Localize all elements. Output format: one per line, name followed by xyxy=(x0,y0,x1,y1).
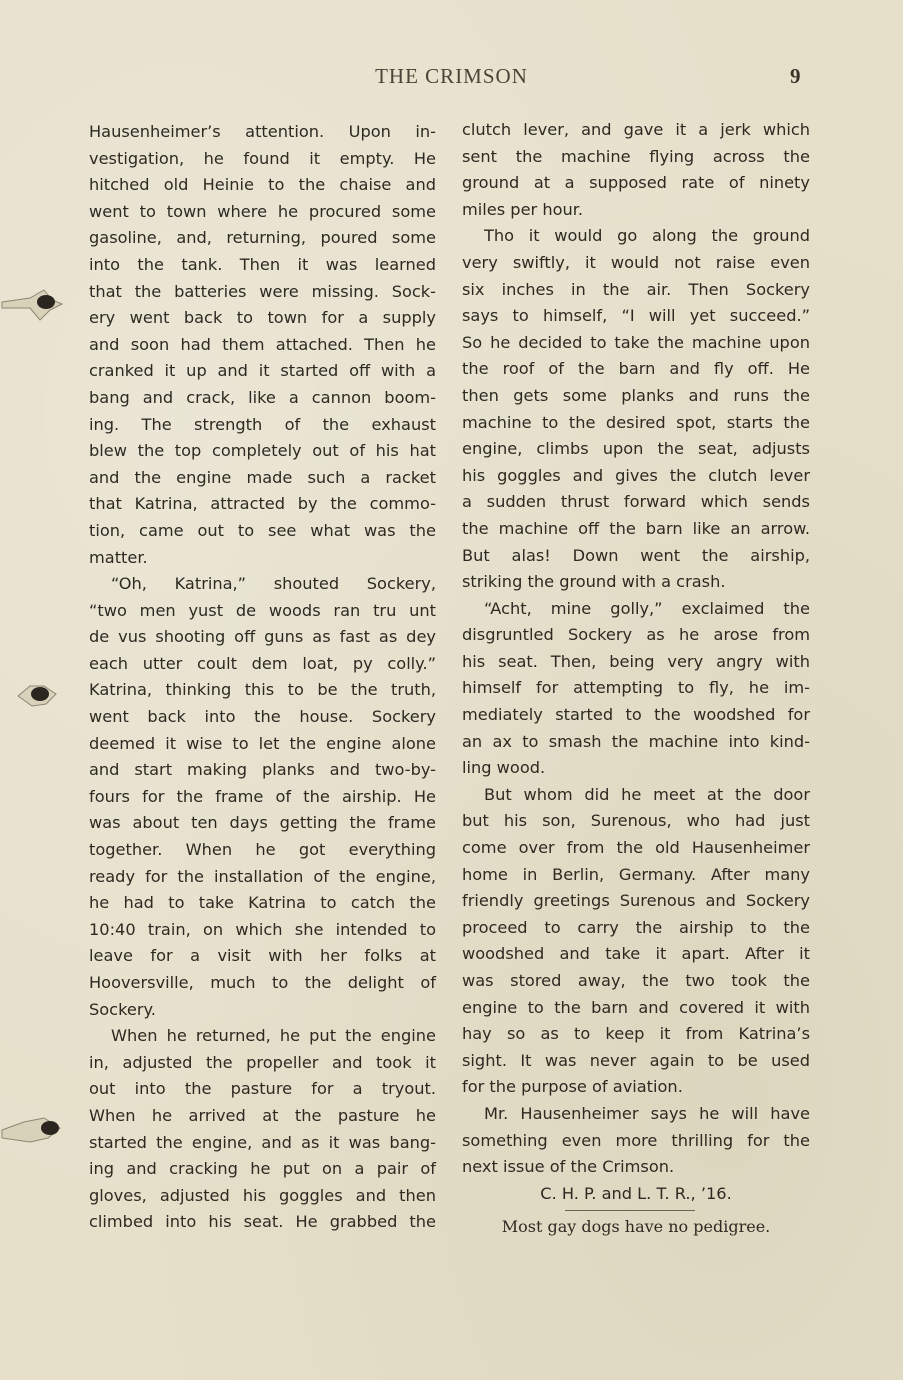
text-line: himself for attempting to fly, he im- xyxy=(462,678,810,698)
text-line: and soon had them attached. Then he xyxy=(89,334,436,354)
text-line: very swiftly, it would not raise even xyxy=(462,252,810,272)
signature-rule xyxy=(565,1210,695,1211)
text-line: “Acht, mine golly,” exclaimed the xyxy=(484,598,810,618)
text-line: de vus shooting off guns as fast as dey xyxy=(89,627,436,647)
text-line: Mr. Hausenheimer says he will have xyxy=(484,1103,810,1123)
text-line: Tho it would go along the ground xyxy=(484,226,810,246)
binding-hole-top xyxy=(0,280,70,330)
binding-hole-bottom xyxy=(0,1106,70,1156)
text-line: then gets some planks and runs the xyxy=(462,385,810,405)
filler-quip: Most gay dogs have no pedigree. xyxy=(501,1217,771,1236)
text-line: engine, climbs upon the seat, adjusts xyxy=(462,439,810,459)
page-number: 9 xyxy=(790,64,801,88)
text-line: cranked it up and it started off with a xyxy=(89,361,436,381)
text-line: vestigation, he found it empty. He xyxy=(89,148,436,168)
text-line: clutch lever, and gave it a jerk which xyxy=(462,120,810,139)
text-line: six inches in the air. Then Sockery xyxy=(462,279,810,299)
text-line: a sudden thrust forward which sends xyxy=(462,492,810,512)
text-line: hay so as to keep it from Katrina’s xyxy=(462,1024,810,1044)
text-line: Katrina, thinking this to be the truth, xyxy=(89,680,436,700)
text-line: climbed into his seat. He grabbed the xyxy=(89,1212,436,1232)
left-text-column xyxy=(89,119,436,1236)
text-line: proceed to carry the airship to the xyxy=(462,917,810,937)
text-line: but his son, Surenous, who had just xyxy=(462,811,810,831)
text-line: matter. xyxy=(89,547,148,567)
text-line: was stored away, the two took the xyxy=(462,971,810,990)
text-line: leave for a visit with her folks at xyxy=(89,946,436,966)
text-line: Sockery. xyxy=(89,999,156,1019)
text-line: striking the ground with a crash. xyxy=(462,572,726,592)
text-line: woodshed and take it apart. After it xyxy=(462,944,810,964)
text-line: gasoline, and, returning, poured some xyxy=(89,228,436,248)
text-line: and the engine made such a racket xyxy=(89,467,436,487)
text-line: that the batteries were missing. Sock- xyxy=(89,281,436,301)
text-line: that Katrina, attracted by the commo- xyxy=(89,494,436,514)
text-line: the roof of the barn and fly off. He xyxy=(462,359,810,379)
text-line: ery went back to town for a supply xyxy=(89,308,436,328)
text-line: sight. It was never again to be used xyxy=(462,1050,810,1070)
text-line: blew the top completely out of his hat xyxy=(89,441,436,461)
text-line: friendly greetings Surenous and Sockery xyxy=(462,891,810,911)
text-line: 10:40 train, on which she intended to xyxy=(89,919,436,939)
text-line: bang and crack, like a cannon boom- xyxy=(89,387,436,407)
text-line: something even more thrilling for the xyxy=(462,1130,810,1150)
text-line: engine to the barn and covered it with xyxy=(462,997,810,1017)
text-line: ling wood. xyxy=(462,758,546,778)
text-line: in, adjusted the propeller and took it xyxy=(89,1052,436,1072)
text-line: went back into the house. Sockery xyxy=(89,707,436,727)
text-line: So he decided to take the machine upon xyxy=(462,332,810,352)
text-line: Hausenheimer’s attention. Upon in- xyxy=(89,122,436,141)
text-line: the machine off the barn like an arrow. xyxy=(462,518,810,538)
text-line: sent the machine flying across the xyxy=(462,146,810,166)
text-line: he had to take Katrina to catch the xyxy=(89,893,436,913)
text-line: ground at a supposed rate of ninety xyxy=(462,173,810,193)
text-line: But whom did he meet at the door xyxy=(484,784,810,804)
right-text-column xyxy=(462,117,810,1207)
text-line: his seat. Then, being very angry with xyxy=(462,651,810,671)
text-line: together. When he got everything xyxy=(89,840,436,860)
text-line: went to town where he procured some xyxy=(89,201,436,221)
text-line: home in Berlin, Germany. After many xyxy=(462,864,810,884)
text-line: an ax to smash the machine into kind- xyxy=(462,731,810,751)
running-head: THE CRIMSON xyxy=(375,64,528,88)
text-line: “Oh, Katrina,” shouted Sockery, xyxy=(111,574,436,594)
text-line: ing. The strength of the exhaust xyxy=(89,414,436,434)
text-line: When he returned, he put the engine xyxy=(111,1026,436,1046)
text-line: was about ten days getting the frame xyxy=(89,813,436,833)
text-line: deemed it wise to let the engine alone xyxy=(89,733,436,753)
text-line: come over from the old Hausenheimer xyxy=(462,838,810,858)
text-line: and start making planks and two-by- xyxy=(89,760,436,780)
text-line: “two men yust de woods ran tru unt xyxy=(89,600,436,620)
text-line: ing and cracking he put on a pair of xyxy=(89,1159,436,1179)
text-line: for the purpose of aviation. xyxy=(462,1077,683,1097)
text-line: each utter coult dem loat, py colly.” xyxy=(89,653,436,673)
text-line: his goggles and gives the clutch lever xyxy=(462,465,810,485)
text-line: gloves, adjusted his goggles and then xyxy=(89,1185,436,1205)
text-line: When he arrived at the pasture he xyxy=(89,1105,436,1125)
text-line: miles per hour. xyxy=(462,199,584,219)
text-line: But alas! Down went the airship, xyxy=(462,545,810,565)
text-line: started the engine, and as it was bang- xyxy=(89,1132,436,1152)
text-line: ready for the installation of the engine, xyxy=(89,866,436,886)
text-line: fours for the frame of the airship. He xyxy=(89,786,436,806)
text-line: Hooversville, much to the delight of xyxy=(89,973,436,992)
text-line: hitched old Heinie to the chaise and xyxy=(89,175,436,195)
text-line: machine to the desired spot, starts the xyxy=(462,412,810,432)
text-line: mediately started to the woodshed for xyxy=(462,705,810,725)
text-line: C. H. P. and L. T. R., ’16. xyxy=(540,1183,732,1203)
text-line: tion, came out to see what was the xyxy=(89,520,436,540)
text-line: disgruntled Sockery as he arose from xyxy=(462,625,810,645)
text-line: out into the pasture for a tryout. xyxy=(89,1079,436,1099)
text-line: says to himself, “I will yet succeed.” xyxy=(462,306,810,326)
binding-hole-middle xyxy=(0,672,70,722)
text-line: next issue of the Crimson. xyxy=(462,1157,675,1177)
text-line: into the tank. Then it was learned xyxy=(89,254,436,274)
